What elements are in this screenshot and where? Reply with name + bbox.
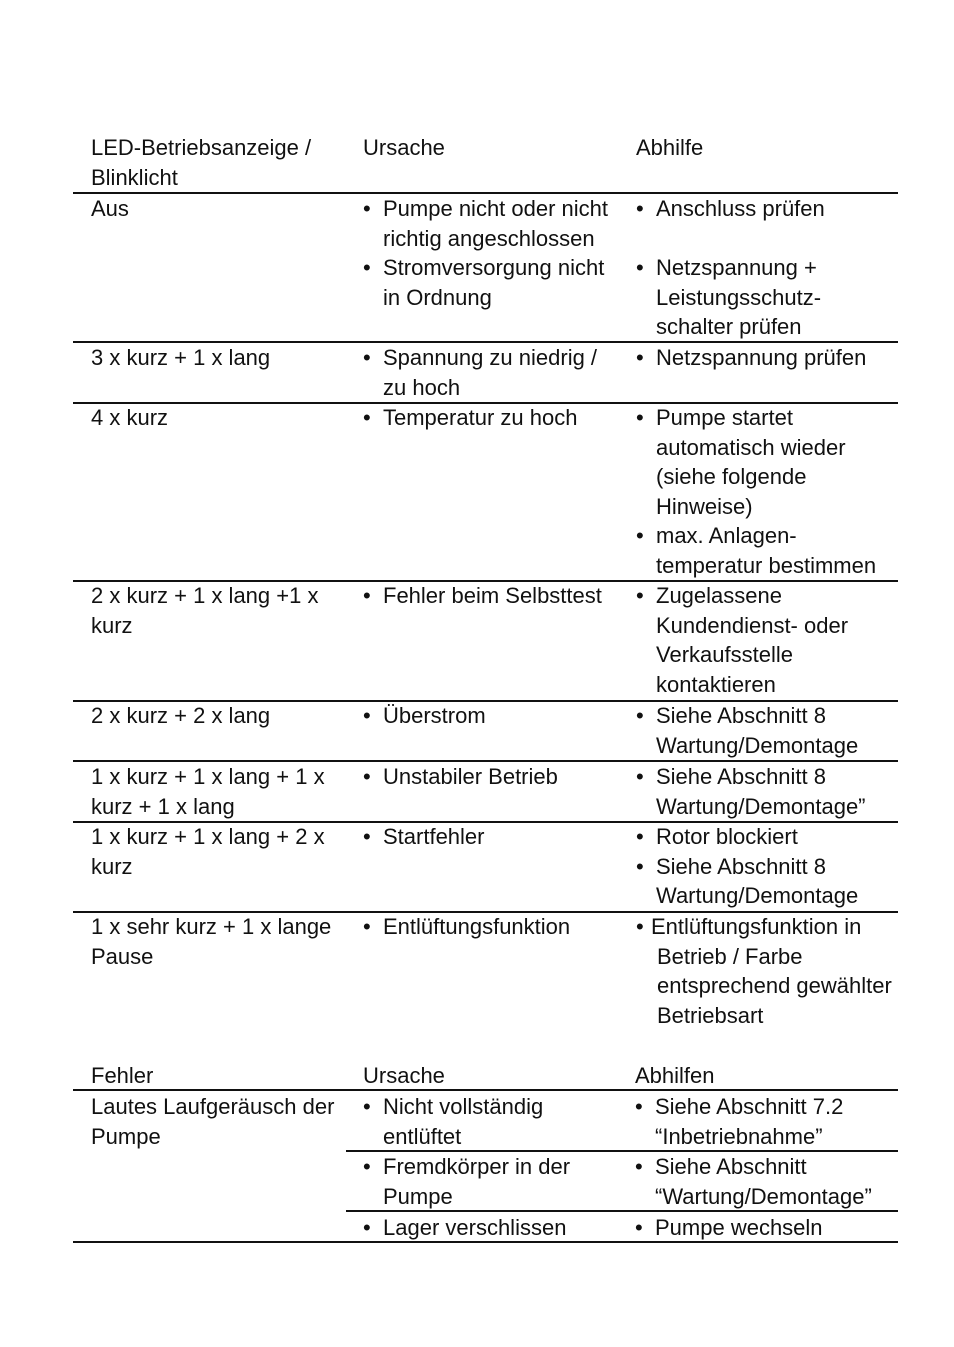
cause-cell bbox=[363, 581, 623, 611]
list-item: • Entlüftungsfunktion in Betrieb / Farbe entsprechend gewählter Betriebsart bbox=[636, 914, 892, 1028]
signal-cell: 1 x kurz + 1 x lang + 1 x kurz + 1 x lang bbox=[91, 764, 325, 819]
divider bbox=[346, 1210, 898, 1212]
list-item: • Netzspannung prüfen bbox=[636, 345, 867, 370]
list-item: • Fremdkörper in der Pumpe bbox=[363, 1154, 571, 1209]
led-status-table bbox=[73, 133, 898, 1028]
list-item: • Spannung zu niedrig / zu hoch bbox=[363, 345, 598, 400]
list-item: • Pumpe nicht oder nicht richtig angeschlossen bbox=[363, 196, 609, 251]
list-item: • Siehe Abschnitt 7.2 “Inbetriebnahme” bbox=[635, 1094, 844, 1149]
cause-cell bbox=[363, 912, 623, 942]
remedy-cell bbox=[636, 581, 898, 699]
fault-cell: Lautes Laufgeräusch der Pumpe bbox=[91, 1094, 335, 1149]
cause-cell bbox=[363, 822, 623, 852]
list-item: • Pumpe wechseln bbox=[635, 1215, 823, 1240]
signal-cell: 3 x kurz + 1 x lang bbox=[91, 345, 271, 370]
list-item: • Stromversorgung nicht in Ordnung bbox=[363, 255, 605, 310]
remedy-cell bbox=[636, 822, 898, 911]
list-item: • Unstabiler Betrieb bbox=[363, 764, 558, 789]
list-item: • Zugelassene Kundendienst- oder Verkaufsstelle kontaktieren bbox=[636, 583, 849, 697]
signal-cell: 4 x kurz bbox=[91, 405, 169, 430]
cause-cell bbox=[363, 194, 623, 312]
remedy-cell bbox=[636, 912, 898, 1030]
list-item: • Überstrom bbox=[363, 703, 486, 728]
remedy-cell bbox=[635, 1152, 897, 1211]
signal-cell: 2 x kurz + 1 x lang +1 x kurz bbox=[91, 583, 319, 638]
remedy-cell bbox=[635, 1092, 897, 1151]
fault-table bbox=[73, 1061, 898, 1243]
list-item: • Lager verschlissen bbox=[363, 1215, 567, 1240]
divider bbox=[73, 1241, 898, 1243]
list-item: • Rotor blockiert bbox=[636, 824, 798, 849]
list-item: • Siehe Abschnitt 8 Wartung/Demontage bbox=[636, 703, 859, 758]
cause-cell bbox=[363, 701, 623, 731]
cause-cell bbox=[363, 1213, 623, 1243]
signal-cell: 1 x kurz + 1 x lang + 2 x kurz bbox=[91, 824, 325, 879]
list-item: • Anschluss prüfen bbox=[636, 196, 825, 221]
list-item: • Siehe Abschnitt 8 Wartung/Demontage bbox=[636, 853, 859, 909]
cause-cell bbox=[363, 1152, 623, 1211]
list-item: • Pumpe startet automatisch wieder (siehe folgende Hinweise) bbox=[636, 405, 846, 519]
list-item: • Startfehler bbox=[363, 824, 485, 849]
list-item: • Siehe Abschnitt 8 Wartung/Demontage” bbox=[636, 764, 866, 819]
header-cause: Ursache bbox=[363, 1063, 445, 1088]
signal-cell: Aus bbox=[91, 196, 129, 221]
header-remedy: Abhilfe bbox=[636, 135, 704, 160]
remedy-cell bbox=[636, 343, 898, 373]
remedy-cell bbox=[636, 701, 898, 760]
cause-cell bbox=[363, 403, 623, 433]
list-item: • Fehler beim Selbsttest bbox=[363, 583, 602, 608]
cause-cell bbox=[363, 343, 623, 402]
cause-cell bbox=[363, 762, 623, 792]
remedy-cell bbox=[636, 762, 898, 821]
header-led-indicator: LED-Betriebsanzeige / Blinklicht bbox=[91, 135, 312, 190]
signal-cell: 2 x kurz + 2 x lang bbox=[91, 703, 271, 728]
divider bbox=[73, 1089, 898, 1091]
list-item: • Entlüftungsfunktion bbox=[363, 914, 571, 939]
cause-cell bbox=[363, 1092, 623, 1151]
header-fault: Fehler bbox=[91, 1063, 154, 1088]
remedy-cell bbox=[636, 403, 898, 581]
header-cause: Ursache bbox=[363, 135, 445, 160]
remedy-cell bbox=[635, 1213, 897, 1243]
signal-cell: 1 x sehr kurz + 1 x lange Pause bbox=[91, 914, 332, 969]
header-remedies: Abhilfen bbox=[635, 1063, 715, 1088]
list-item: • Netzspannung + Leistungsschutz- schalter prüfen bbox=[636, 255, 822, 340]
list-item: • Nicht vollständig entlüftet bbox=[363, 1094, 544, 1149]
list-item: • max. Anlagen- temperatur bestimmen bbox=[636, 523, 877, 578]
list-item: • Siehe Abschnitt “Wartung/Demontage” bbox=[635, 1154, 872, 1209]
remedy-cell bbox=[636, 194, 898, 342]
list-item: • Temperatur zu hoch bbox=[363, 405, 578, 430]
